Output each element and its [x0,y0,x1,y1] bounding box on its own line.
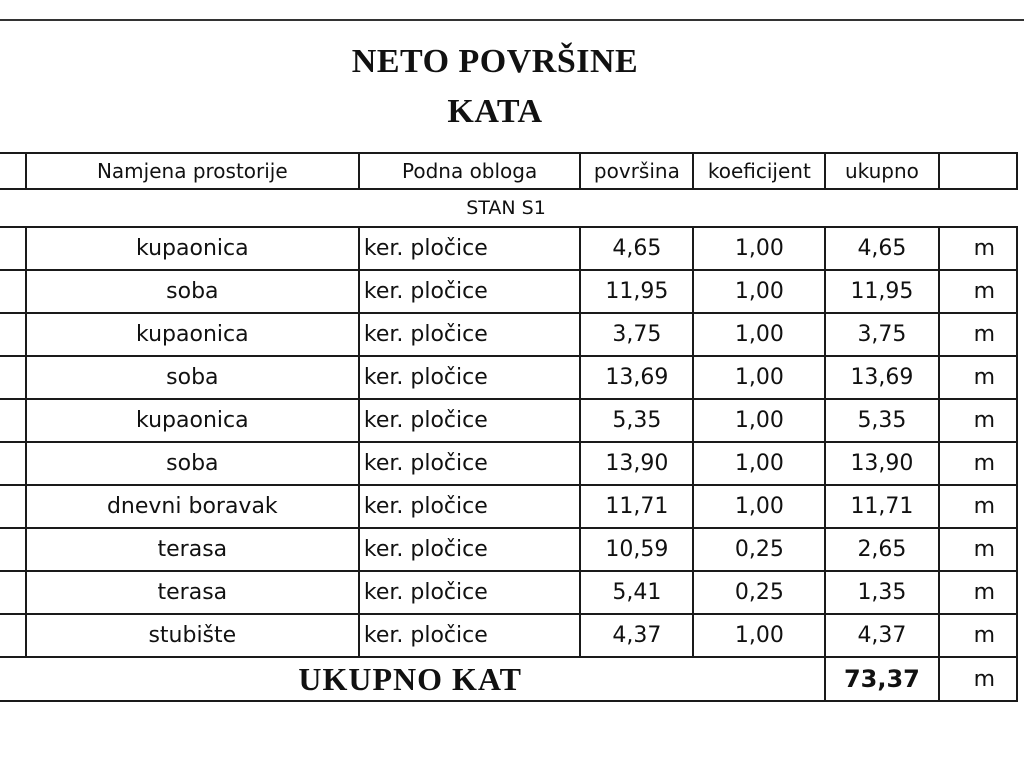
unit-cell: m [939,313,1017,356]
row-index-cell [0,227,26,270]
coefficient-cell: 1,00 [693,399,825,442]
total-cell: 1,35 [825,571,938,614]
floor-covering-cell: ker. pločice [359,227,580,270]
area-cell: 4,65 [580,227,693,270]
header-row [0,153,1017,189]
total-label: UKUPNO KAT [298,660,522,697]
room-purpose-cell: kupaonica [26,399,359,442]
document-title: NETO POVRŠINE [351,43,639,80]
coefficient-cell: 1,00 [693,270,825,313]
table-row [0,528,1017,571]
table-row [0,399,1017,442]
coefficient-cell: 1,00 [693,485,825,528]
area-cell: 11,95 [580,270,693,313]
coefficient-cell: 1,00 [693,313,825,356]
floor-covering-cell: ker. pločice [359,399,580,442]
unit-cell: m [939,485,1017,528]
room-purpose-cell: soba [26,442,359,485]
floor-covering-cell: ker. pločice [359,485,580,528]
table-row [0,270,1017,313]
row-index-cell [0,485,26,528]
total-cell: 3,75 [825,313,938,356]
coefficient-cell: 1,00 [693,227,825,270]
table-row [0,571,1017,614]
header-coefficient: koeficijent [693,153,825,189]
room-purpose-cell: dnevni boravak [26,485,359,528]
header-floor-covering: Podna obloga [359,153,580,189]
floor-covering-cell: ker. pločice [359,270,580,313]
area-table [0,152,1018,702]
header-room-purpose: Namjena prostorije [26,153,359,189]
unit-cell: m [939,356,1017,399]
total-cell: 11,71 [825,485,938,528]
total-cell: 4,65 [825,227,938,270]
row-index-cell [0,442,26,485]
table-row [0,442,1017,485]
unit-cell: m [939,270,1017,313]
table-row [0,227,1017,270]
header-total: ukupno [825,153,938,189]
room-purpose-cell: soba [26,270,359,313]
area-cell: 3,75 [580,313,693,356]
table-row [0,614,1017,657]
area-cell: 13,69 [580,356,693,399]
area-cell: 5,35 [580,399,693,442]
total-label-cell [0,657,825,701]
group-row [0,189,1017,227]
row-index-cell [0,399,26,442]
floor-covering-cell: ker. pločice [359,528,580,571]
coefficient-cell: 0,25 [693,571,825,614]
total-cell: 13,90 [825,442,938,485]
unit-cell: m [939,227,1017,270]
total-cell: 2,65 [825,528,938,571]
room-purpose-cell: terasa [26,571,359,614]
room-purpose-cell: kupaonica [26,227,359,270]
header-area: površina [580,153,693,189]
total-cell: 4,37 [825,614,938,657]
row-index-cell [0,356,26,399]
area-cell: 13,90 [580,442,693,485]
room-purpose-cell: soba [26,356,359,399]
top-rule [0,19,1024,21]
area-cell: 11,71 [580,485,693,528]
coefficient-cell: 1,00 [693,614,825,657]
coefficient-cell: 1,00 [693,356,825,399]
row-index-cell [0,313,26,356]
group-label: STAN S1 [0,189,1017,227]
total-cell: 11,95 [825,270,938,313]
unit-cell: m [939,614,1017,657]
floor-covering-cell: ker. pločice [359,356,580,399]
unit-cell: m [939,442,1017,485]
table-row [0,313,1017,356]
table-row [0,356,1017,399]
row-index-cell [0,270,26,313]
total-unit-cell: m [939,657,1017,701]
total-cell: 5,35 [825,399,938,442]
area-cell: 4,37 [580,614,693,657]
row-index-cell [0,614,26,657]
floor-covering-cell: ker. pločice [359,614,580,657]
floor-covering-cell: ker. pločice [359,442,580,485]
room-purpose-cell: kupaonica [26,313,359,356]
coefficient-cell: 0,25 [693,528,825,571]
document-subtitle: KATA [447,93,543,130]
table-body [0,153,1017,701]
unit-cell: m [939,399,1017,442]
unit-cell: m [939,571,1017,614]
floor-covering-cell: ker. pločice [359,571,580,614]
area-cell: 10,59 [580,528,693,571]
table-row [0,485,1017,528]
total-value: 73,37 [843,665,920,693]
row-index-cell [0,571,26,614]
room-purpose-cell: stubište [26,614,359,657]
unit-cell: m [939,528,1017,571]
coefficient-cell: 1,00 [693,442,825,485]
header-index-cell [0,153,26,189]
area-cell: 5,41 [580,571,693,614]
total-value-cell [825,657,938,701]
total-cell: 13,69 [825,356,938,399]
total-row [0,657,1017,701]
room-purpose-cell: terasa [26,528,359,571]
header-unit-cell [939,153,1017,189]
floor-covering-cell: ker. pločice [359,313,580,356]
row-index-cell [0,528,26,571]
